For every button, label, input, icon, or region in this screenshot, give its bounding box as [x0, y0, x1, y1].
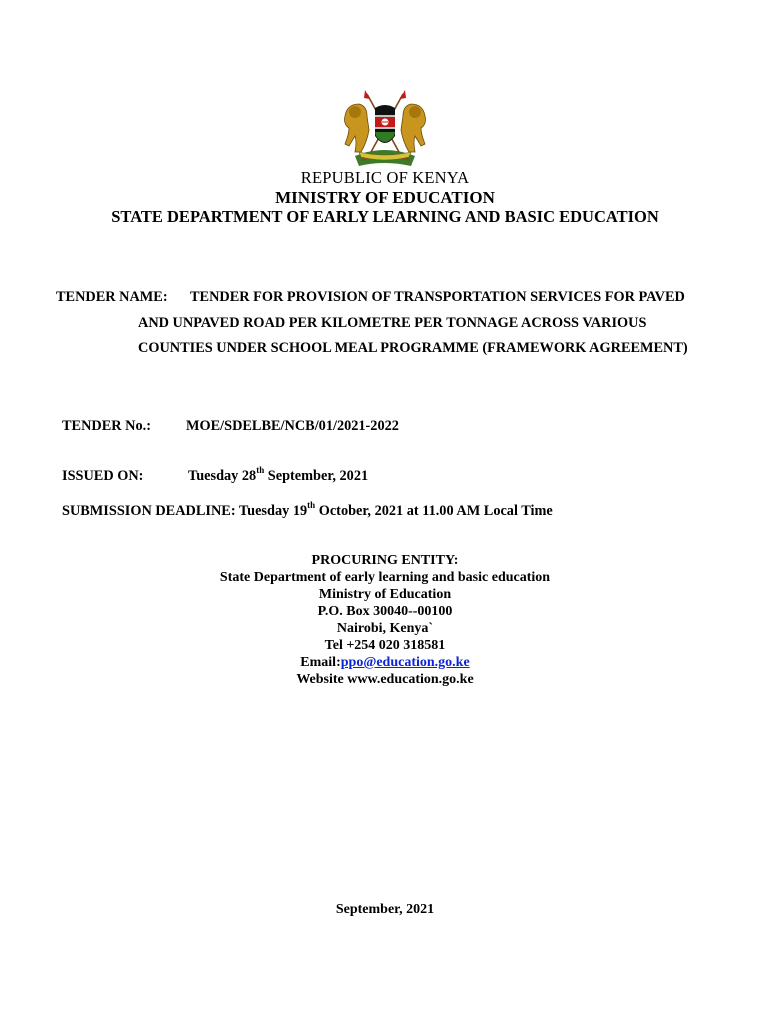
- tender-name-line-3: COUNTIES UNDER SCHOOL MEAL PROGRAMME (FRAMEWORK AGREEMENT): [138, 340, 688, 356]
- submission-deadline: SUBMISSION DEADLINE: Tuesday 19th October, 2021 at 11.00 AM Local Time: [62, 500, 553, 519]
- procuring-entity-department: State Department of early learning and basic education: [219, 570, 551, 585]
- kenya-coat-of-arms-icon: [337, 86, 433, 172]
- procuring-entity-phone: Tel +254 020 318581: [324, 638, 446, 653]
- procuring-entity-block: [0, 552, 770, 688]
- tender-number-value: MOE/SDELBE/NCB/01/2021-2022: [186, 418, 399, 434]
- tender-name-line-1: TENDER FOR PROVISION OF TRANSPORTATION SERVICES FOR PAVED: [190, 289, 685, 305]
- issued-on-label: ISSUED ON:: [62, 468, 144, 484]
- submission-deadline-label: SUBMISSION DEADLINE:: [62, 503, 236, 519]
- issued-on-value: Tuesday 28th September, 2021: [188, 465, 369, 484]
- email-link[interactable]: ppo@education.go.ke: [340, 655, 470, 670]
- procuring-entity-po-box: P.O. Box 30040--00100: [317, 604, 453, 619]
- procuring-entity-email: [0, 654, 770, 671]
- tender-name-label: TENDER NAME:: [56, 289, 168, 305]
- procuring-entity-heading: PROCURING ENTITY:: [311, 553, 459, 568]
- procuring-entity-city: Nairobi, Kenya`: [336, 621, 434, 636]
- republic-heading: REPUBLIC OF KENYA: [300, 168, 470, 187]
- document-date: September, 2021: [335, 902, 435, 917]
- tender-name-line-2: AND UNPAVED ROAD PER KILOMETRE PER TONNAGE ACROSS VARIOUS: [138, 315, 647, 331]
- state-department-heading: STATE DEPARTMENT OF EARLY LEARNING AND BASIC EDUCATION: [111, 207, 659, 226]
- procuring-entity-website: Website www.education.go.ke: [296, 672, 474, 687]
- ministry-heading: MINISTRY OF EDUCATION: [275, 188, 495, 207]
- tender-number-label: TENDER No.:: [62, 418, 151, 434]
- procuring-entity-ministry: Ministry of Education: [318, 587, 452, 602]
- email-label: Email:: [300, 655, 341, 670]
